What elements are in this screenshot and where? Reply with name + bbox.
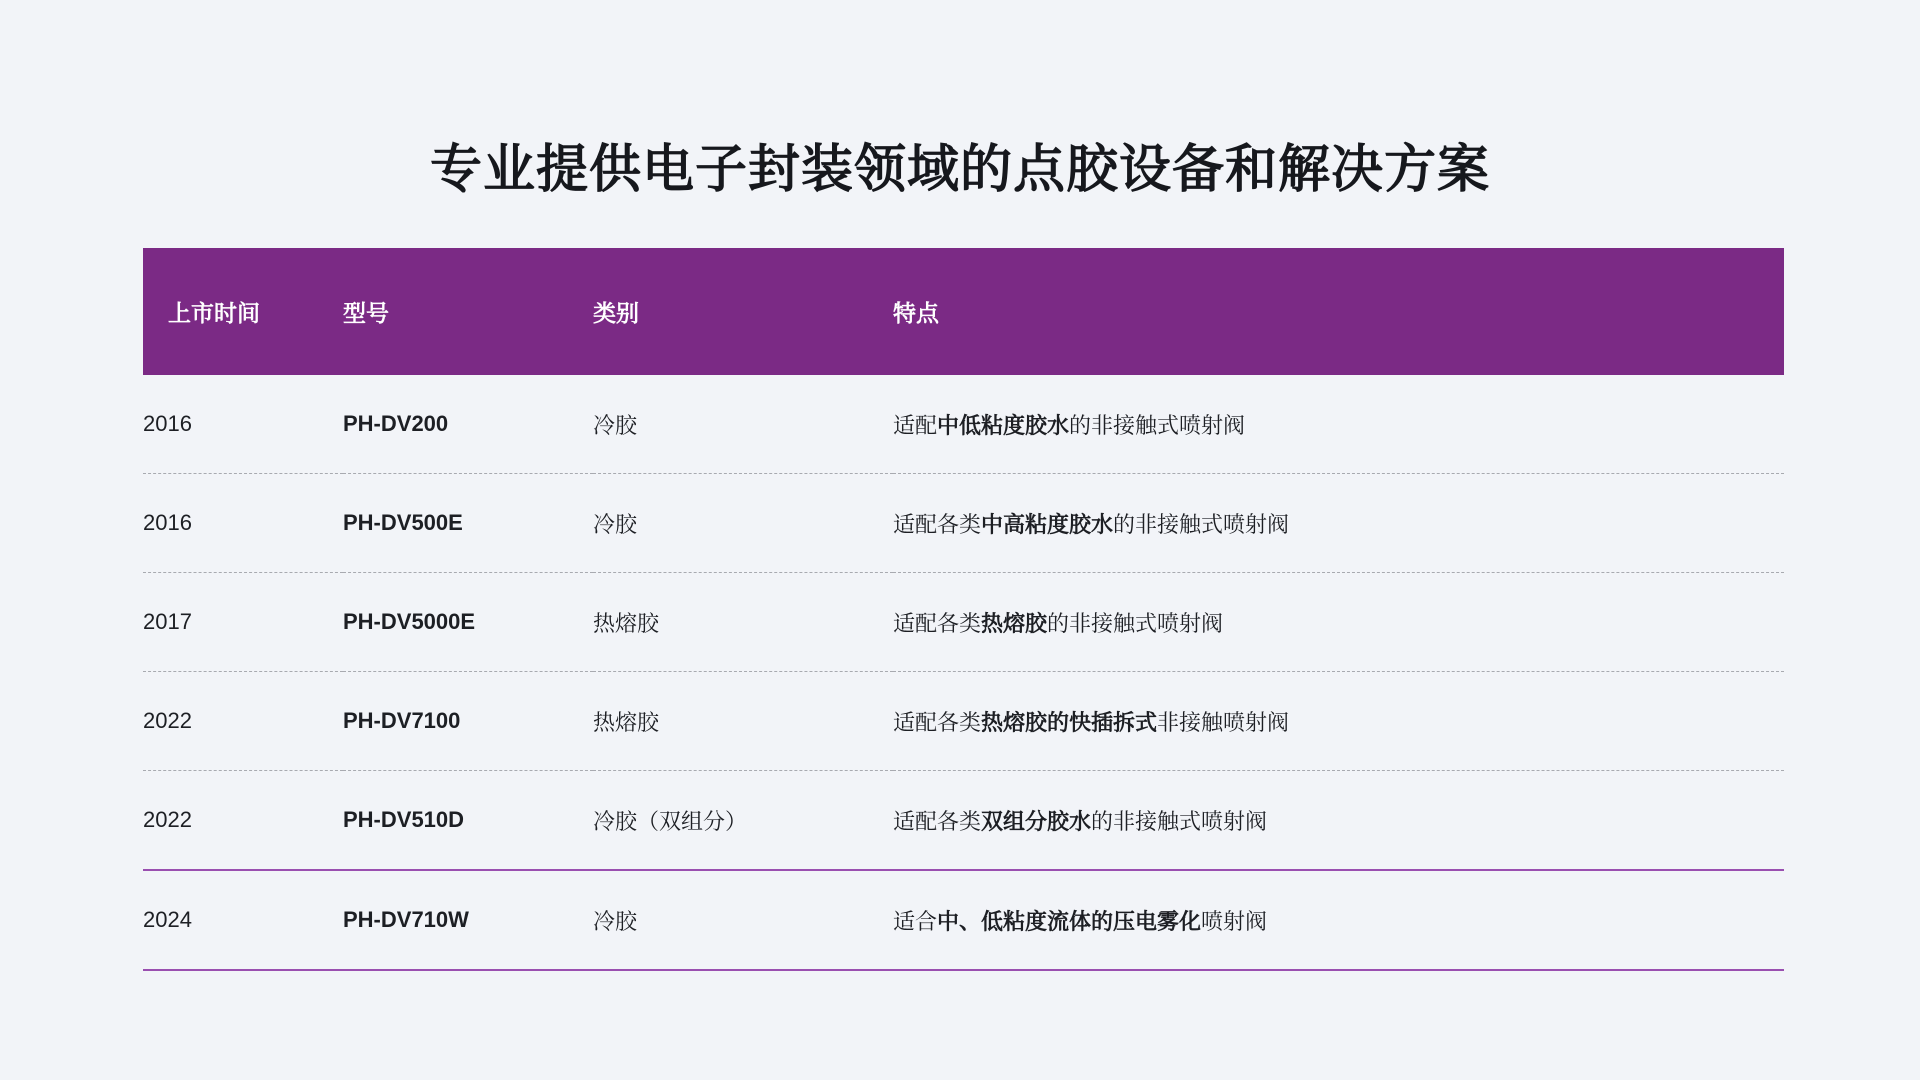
table-row: [143, 375, 1784, 474]
cell-category: 冷胶: [593, 375, 893, 474]
cell-launch-year: 2017: [143, 573, 343, 672]
cell-features: 适配各类热熔胶的非接触式喷射阀: [893, 573, 1784, 672]
product-table-container: [143, 248, 1784, 971]
cell-category: 冷胶（双组分）: [593, 771, 893, 871]
table-header: [143, 248, 1784, 375]
cell-features: 适合中、低粘度流体的压电雾化喷射阀: [893, 870, 1784, 970]
page-title: 专业提供电子封装领域的点胶设备和解决方案: [429, 140, 1490, 199]
cell-model: PH-DV200: [343, 375, 593, 474]
cell-model: PH-DV5000E: [343, 573, 593, 672]
cell-model: PH-DV510D: [343, 771, 593, 871]
cell-launch-year: 2016: [143, 474, 343, 573]
cell-model: PH-DV7100: [343, 672, 593, 771]
cell-features: 适配各类双组分胶水的非接触式喷射阀: [893, 771, 1784, 871]
cell-model: PH-DV500E: [343, 474, 593, 573]
column-header-features: 特点: [893, 248, 1784, 375]
cell-category: 热熔胶: [593, 672, 893, 771]
table-row: [143, 672, 1784, 771]
cell-launch-year: 2022: [143, 672, 343, 771]
cell-category: 冷胶: [593, 474, 893, 573]
table-row: [143, 771, 1784, 871]
table-row: [143, 870, 1784, 970]
cell-features: 适配中低粘度胶水的非接触式喷射阀: [893, 375, 1784, 474]
column-header-launch-year: 上市时间: [143, 248, 343, 375]
column-header-model: 型号: [343, 248, 593, 375]
cell-model: PH-DV710W: [343, 870, 593, 970]
product-table: [143, 248, 1784, 971]
cell-features: 适配各类热熔胶的快插拆式非接触喷射阀: [893, 672, 1784, 771]
cell-launch-year: 2024: [143, 870, 343, 970]
cell-launch-year: 2022: [143, 771, 343, 871]
cell-category: 热熔胶: [593, 573, 893, 672]
cell-features: 适配各类中高粘度胶水的非接触式喷射阀: [893, 474, 1784, 573]
cell-launch-year: 2016: [143, 375, 343, 474]
table-body: [143, 375, 1784, 970]
column-header-category: 类别: [593, 248, 893, 375]
table-row: [143, 474, 1784, 573]
table-row: [143, 573, 1784, 672]
cell-category: 冷胶: [593, 870, 893, 970]
table-header-row: [143, 248, 1784, 375]
